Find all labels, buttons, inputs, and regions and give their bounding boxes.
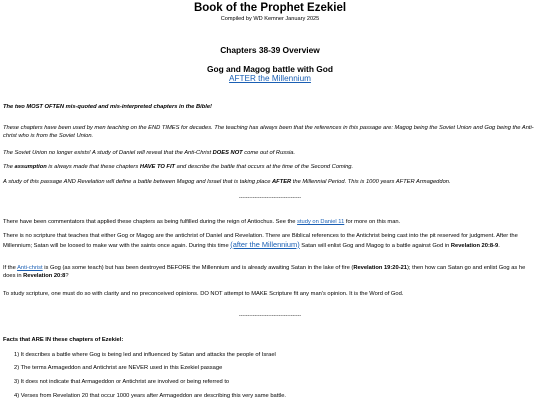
after-millennium-link[interactable]: AFTER the Millennium <box>229 74 311 83</box>
fact-item: 3) It does not indicate that Armageddon or Antichrist are involved or being referred to <box>14 379 230 385</box>
intro-paragraph-2: The Soviet Union no longer exists! A study of Daniel will reveal that the Anti-Christ DOES NOT come out of Russia. <box>3 150 296 156</box>
fact-item: 1) It describes a battle where Gog is being led and influenced by Satan and attacks the people of Israel <box>14 352 276 358</box>
page-title: Book of the Prophet Ezekiel <box>193 2 347 14</box>
compiled-by: Compiled by WD Kemner January 2025 <box>220 16 320 22</box>
separator-1: ------------------------------------ <box>238 195 302 201</box>
overview-heading: Chapters 38-39 Overview <box>220 45 320 55</box>
after-millennium-inline-link[interactable]: (after the Millennium) <box>230 239 300 249</box>
daniel-11-study-link[interactable]: study on Daniel 11 <box>297 219 345 225</box>
battle-heading: Gog and Magog battle with God <box>206 64 334 74</box>
body-paragraph-2: There is no scripture that teaches that either Gog or Magog are the antichrist of Daniel and Revelation. There are Biblical references to the Antichrist being cast into the pit reserved for judgment. After the Millennium; Satan will be loosed to make war with the saints once again. During this time (after the Millennium) Satan will enlist Gog and Magog to a battle against God in Revelation 20:8-9. <box>3 233 518 249</box>
facts-heading: Facts that ARE IN these chapters of Ezekiel: <box>3 337 124 343</box>
body-paragraph-1: There have been commentators that applied these chapters as being fulfilled during the reign of Antiochus. See the study on Daniel 11 for more on this man. <box>3 219 401 225</box>
body-paragraph-3: If the Anti-christ is Gog (as some teach) but has been destroyed BEFORE the Millennium and is already awaiting Satan in the lake of fire (Revelation 19:20-21); then how can Satan go and enlist Gog as he does in Revelation 20:8? <box>3 265 526 279</box>
intro-paragraph-3: The assumption is always made that these chapters HAVE TO FIT and describe the battle that occurs at the time of the Second Coming. <box>3 164 354 170</box>
intro-tagline: The two MOST OFTEN mis-quoted and mis-interpreted chapters in the Bible! <box>3 104 212 110</box>
antichrist-link[interactable]: Anti-christ <box>17 265 43 271</box>
intro-paragraph-1: These chapters have been used by men teaching on the END TIMES for decades. The teaching has always been that the references in this passage are: Magog being the Soviet Union and Gog being the Anti-christ who is from the Soviet Union. <box>3 125 534 139</box>
fact-item: 2) The terms Armageddon and Antichrist are NEVER used in this Ezekiel passage <box>14 365 223 371</box>
body-paragraph-4: To study scripture, one must do so with clarity and no preconceived opinions. DO NOT attempt to MAKE Scripture fit any man's opinion. It is the Word of God. <box>3 291 404 297</box>
fact-item: 4) Verses from Revelation 20 that occur 1000 years after Armageddon are describing this very same battle. <box>14 393 286 399</box>
separator-2: ------------------------------------ <box>238 313 302 319</box>
intro-paragraph-4: A study of this passage AND Revelation will define a battle between Magog and Israel that is taking place AFTER the Millennial Period. This is 1000 years AFTER Armageddon. <box>3 179 451 185</box>
